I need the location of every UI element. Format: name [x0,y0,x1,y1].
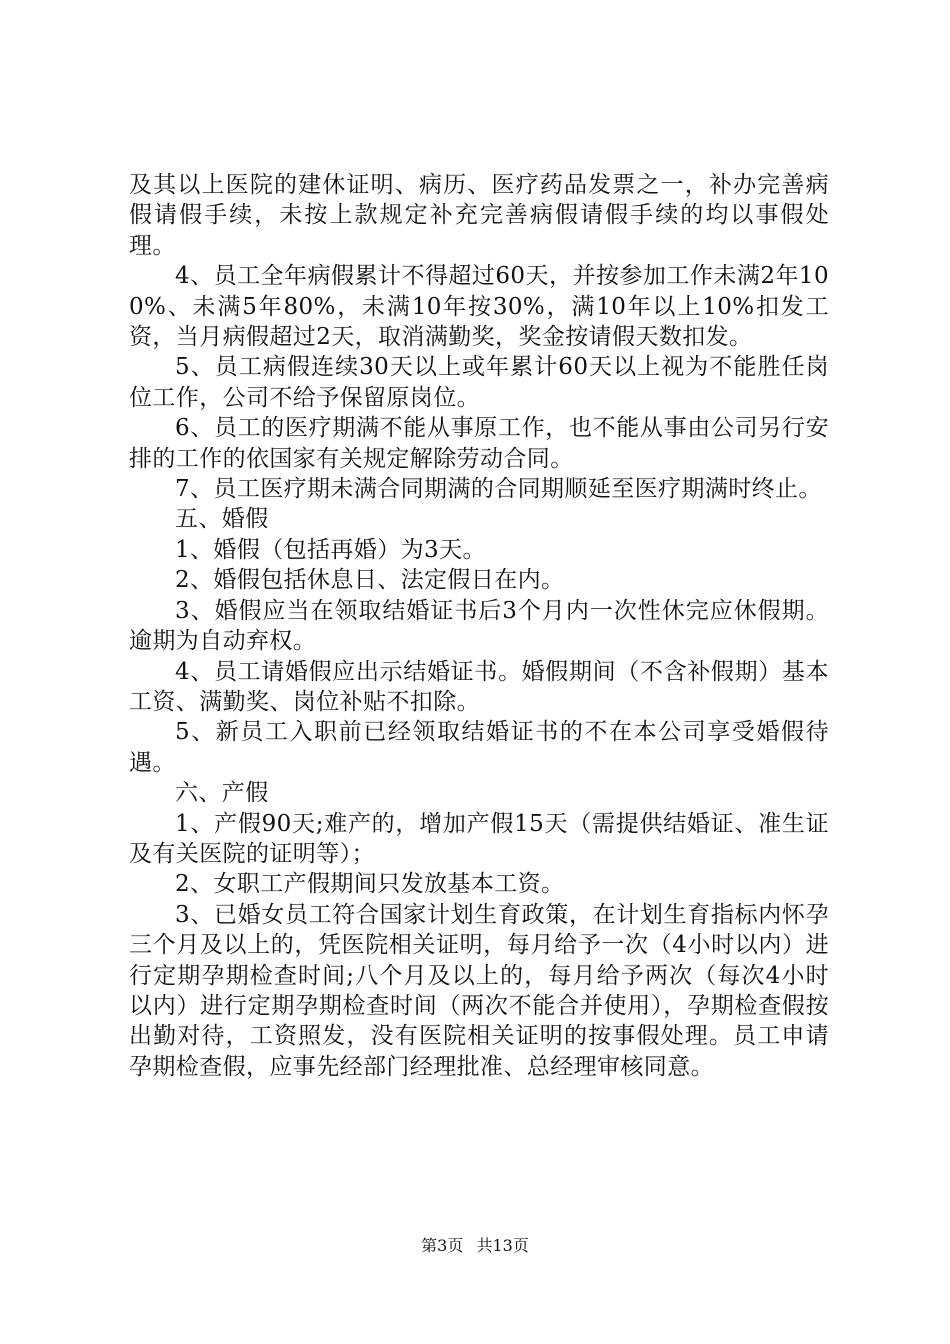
page-footer [0,1236,950,1256]
paragraph: 3、婚假应当在领取结婚证书后3个月内一次性休完应休假期。逾期为自动弃权。 [129,597,829,655]
section-heading: 五、婚假 [175,506,269,533]
page-number: 第3页 [421,1236,464,1255]
section-heading: 六、产假 [175,780,269,807]
paragraph: 及其以上医院的建休证明、病历、医疗药品发票之一，补办完善病假请假手续，未按上款规定补充完善病假请假手续的均以事假处理。 [129,172,829,259]
paragraph: 3、已婚女员工符合国家计划生育政策，在计划生育指标内怀孕三个月及以上的，凭医院相关证明，每月给予一次（4小时以内）进行定期孕期检查时间;八个月及以上的，每月给予两次（每次4小时以内）进行定期孕期检查时间（两次不能合并使用），孕期检查假按出勤对待，工资照发，没有医院相关证明的按事假处理。员工申请孕期检查假，应事先经部门经理批准、总经理审核同意。 [129,901,829,1080]
paragraph: 2、女职工产假期间只发放基本工资。 [175,871,565,898]
paragraph: 4、员工全年病假累计不得超过60天，并按参加工作未满2年100%、未满5年80%，未满10年按30%，满10年以上10%扣发工资，当月病假超过2天，取消满勤奖，奖金按请假天数扣发。 [129,263,829,351]
document-body [129,170,829,1082]
paragraph: 5、员工病假连续30天以上或年累计60天以上视为不能胜任岗位工作，公司不给予保留原岗位。 [129,354,829,411]
paragraph: 5、新员工入职前已经领取结婚证书的不在本公司享受婚假待遇。 [129,719,829,776]
paragraph: 6、员工的医疗期满不能从事原工作，也不能从事由公司另行安排的工作的依国家有关规定解除劳动合同。 [129,415,829,472]
total-pages: 共13页 [476,1236,529,1255]
paragraph: 1、产假90天;难产的，增加产假15天（需提供结婚证、准生证及有关医院的证明等）； [129,810,829,867]
paragraph: 1、婚假（包括再婚）为3天。 [175,536,486,563]
paragraph: 2、婚假包括休息日、法定假日在内。 [175,567,565,594]
paragraph: 7、员工医疗期未满合同期满的合同期顺延至医疗期满时终止。 [175,476,822,503]
paragraph: 4、员工请婚假应出示结婚证书。婚假期间（不含补假期）基本工资、满勤奖、岗位补贴不扣除。 [129,658,829,715]
